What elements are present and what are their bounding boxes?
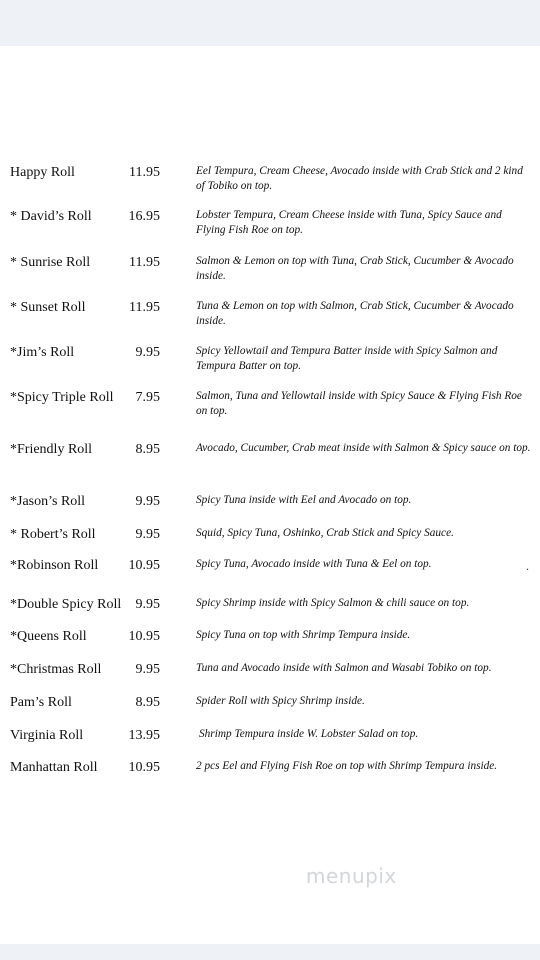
item-name: * Sunset Roll xyxy=(10,300,86,315)
item-price: 10.95 xyxy=(128,760,160,775)
item-price: 9.95 xyxy=(135,345,160,360)
item-description: Tuna & Lemon on top with Salmon, Crab Stick, Cucumber & Avocado inside. xyxy=(196,300,514,327)
item-price: 9.95 xyxy=(135,597,160,612)
roll-menu-list xyxy=(0,46,540,944)
item-name: * Robert’s Roll xyxy=(10,527,96,542)
item-name: *Queens Roll xyxy=(10,629,87,644)
item-name: Virginia Roll xyxy=(10,728,84,743)
item-name: * David’s Roll xyxy=(10,209,92,224)
item-name: Pam’s Roll xyxy=(10,695,72,710)
item-description: Salmon, Tuna and Yellowtail inside with Spicy Sauce & Flying Fish Roe on top. xyxy=(196,390,522,417)
item-price: 9.95 xyxy=(135,662,160,677)
item-price: 8.95 xyxy=(135,695,160,710)
item-description: Spicy Tuna inside with Eel and Avocado on top. xyxy=(196,494,412,506)
item-description: Spicy Tuna, Avocado inside with Tuna & Eel on top. xyxy=(196,558,432,570)
item-price: 9.95 xyxy=(135,527,160,542)
item-price: 13.95 xyxy=(128,728,160,743)
item-description: Avocado, Cucumber, Crab meat inside with Salmon & Spicy sauce on top. xyxy=(196,442,531,454)
item-description: Salmon & Lemon on top with Tuna, Crab Stick, Cucumber & Avocado inside. xyxy=(196,255,514,282)
item-description: Tuna and Avocado inside with Salmon and Wasabi Tobiko on top. xyxy=(196,662,492,674)
item-name: Happy Roll xyxy=(10,165,75,180)
stray-mark: . xyxy=(526,559,529,573)
watermark: menupix xyxy=(306,864,397,888)
item-name: *Jim’s Roll xyxy=(10,345,75,360)
item-description: Squid, Spicy Tuna, Oshinko, Crab Stick and Spicy Sauce. xyxy=(196,527,454,539)
item-name: *Spicy Triple Roll xyxy=(10,390,114,405)
item-price: 10.95 xyxy=(128,558,160,573)
item-name: *Double Spicy Roll xyxy=(10,597,122,612)
item-name: *Friendly Roll xyxy=(10,442,93,457)
item-name: * Sunrise Roll xyxy=(10,255,91,270)
item-description: 2 pcs Eel and Flying Fish Roe on top with Shrimp Tempura inside. xyxy=(196,760,498,772)
item-description: Spicy Shrimp inside with Spicy Salmon & chili sauce on top. xyxy=(196,597,470,609)
item-price: 16.95 xyxy=(128,209,160,224)
item-price: 11.95 xyxy=(129,165,160,180)
item-name: Manhattan Roll xyxy=(10,760,98,775)
item-price: 10.95 xyxy=(128,629,160,644)
item-price: 8.95 xyxy=(135,442,160,457)
item-price: 11.95 xyxy=(129,255,160,270)
item-description: Spicy Tuna on top with Shrimp Tempura inside. xyxy=(196,629,411,641)
item-price: 7.95 xyxy=(135,390,160,405)
item-name: *Christmas Roll xyxy=(10,662,102,677)
item-price: 11.95 xyxy=(129,300,160,315)
item-description: Lobster Tempura, Cream Cheese inside with Tuna, Spicy Sauce and Flying Fish Roe on top. xyxy=(196,209,502,236)
item-description: Spicy Yellowtail and Tempura Batter inside with Spicy Salmon and Tempura Batter on top. xyxy=(196,345,498,372)
item-description: Shrimp Tempura inside W. Lobster Salad on top. xyxy=(199,728,419,740)
item-price: 9.95 xyxy=(135,494,160,509)
menu-page xyxy=(0,46,540,944)
item-description: Eel Tempura, Cream Cheese, Avocado inside with Crab Stick and 2 kind of Tobiko on top. xyxy=(196,165,523,192)
item-name: *Robinson Roll xyxy=(10,558,99,573)
item-description: Spider Roll with Spicy Shrimp inside. xyxy=(196,695,365,707)
item-name: *Jason’s Roll xyxy=(10,494,86,509)
